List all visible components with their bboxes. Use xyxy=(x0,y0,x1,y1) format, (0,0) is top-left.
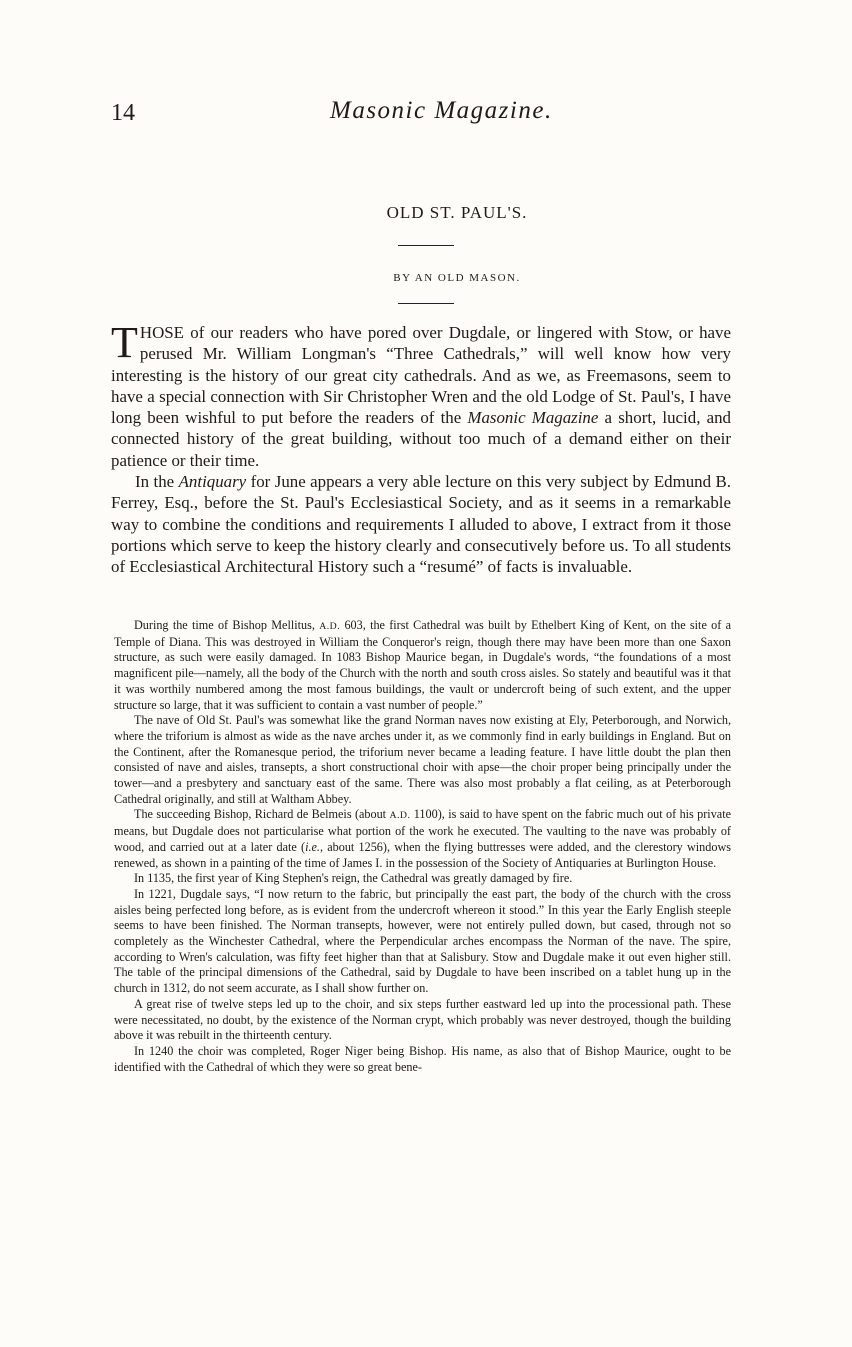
title-divider xyxy=(398,245,454,246)
intro-text xyxy=(111,318,731,578)
article-title: OLD ST. PAUL'S. xyxy=(386,203,528,222)
extract-paragraph: A great rise of twelve steps led up to the choir, and six steps further eastward led up into the processional path. These were necessitated, no doubt, by the existence of the Norman crypt, which probably was never destroyed, though the building above it was rebuilt in the thirteenth century. xyxy=(114,996,731,1043)
extract-paragraph: In 1240 the choir was completed, Roger Niger being Bishop. His name, as also that of Bishop Maurice, ought to be identified with the Cathedral of which they were so great bene- xyxy=(114,1043,731,1074)
extract-paragraph: During the time of Bishop Mellitus, A.D. 603, the first Cathedral was built by Ethelbert King of Kent, on the site of a Temple of Diana. This was destroyed in William the Conqueror's reign, though there may have been more than one Saxon structure, as such were easily damaged. In 1083 Bishop Maurice began, in Dugdale's words, “the foundations of a most magnificent pile—namely, all the body of the Church with the north and south cross aisles. So stately and beautiful was it that it was worthily numbered among the most famous buildings, the vault or undercroft being of such extent, and the upper structure so large, that it was sufficient to contain a vast number of people.” xyxy=(114,618,731,712)
drop-cap: T xyxy=(111,318,138,367)
intro-paragraph: In the Antiquary for June appears a very able lecture on this very subject by Edmund B. Ferrey, Esq., before the St. Paul's Ecclesiastical Society, and as it seems in a remarkable way to combine the conditions and requirements I alluded to above, I extract from it those portions which serve to keep the history clearly and consecutively before us. To all students of Ecclesiastical Architectural History such a “resumé” of facts is invaluable. xyxy=(111,472,731,577)
extract-paragraph: The succeeding Bishop, Richard de Belmeis (about A.D. 1100), is said to have spent on the fabric much out of his private means, but Dugdale does not particularise what portion of the work he executed. The vaulting to the nave was probably of wood, and carried out at a later date (i.e., about 1256), when the flying buttresses were added, and the clerestory windows renewed, as shown in a painting of the time of James I. in the possession of the Society of Antiquaries at Burlington House. xyxy=(114,807,731,870)
running-title: Masonic Magazine. xyxy=(330,97,553,124)
extract-paragraph: The nave of Old St. Paul's was somewhat like the grand Norman naves now existing at Ely, Peterborough, and Norwich, where the triforium is almost as wide as the nave arches under it, as we commonly find in early buildings in England. But on the Continent, after the Romanesque period, the triforium never became a leading feature. I have little doubt the plan then consisted of nave and aisles, transepts, a short constructional choir with apse—the choir proper being principally under the tower—and a presbytery and sanctuary east of the same. There was also most probably a flat ceiling, as at Peterborough Cathedral originally, and still at Waltham Abbey. xyxy=(114,713,731,806)
intro-paragraph: THOSE of our readers who have pored over Dugdale, or lingered with Stow, or have perused Mr. William Longman's “Three Cathedrals,” will well know how very interesting is the history of our great city cathedrals. And as we, as Freemasons, seem to have a special connection with Sir Christopher Wren and the old Lodge of St. Paul's, I have long been wishful to put before the readers of the Masonic Magazine a short, lucid, and connected history of the great building, without too much of a demand either on their patience or their time. xyxy=(111,318,731,470)
extract-paragraph: In 1135, the first year of King Stephen's reign, the Cathedral was greatly damaged by fire. xyxy=(134,871,573,886)
byline-divider xyxy=(398,303,454,304)
extract-paragraph: In 1221, Dugdale says, “I now return to the fabric, but principally the east part, the body of the church with the cross aisles being perfected long before, as is evident from the undercroft whereon it stood.” In this year the Early English steeple seems to have been finished. The Norman transepts, however, were not entirely pulled down, but cased, through not so completely as the Winchester Cathedral, where the Perpendicular arches encompass the Norman of the nave. The spire, according to Wren's calculation, was fifty feet higher than that at Salisbury. Stow and Dugdale make it out even higher still. The table of the principal dimensions of the Cathedral, said by Dugdale to have been inscribed on a tablet hung up in the church in 1312, do not seem accurate, as I shall show further on. xyxy=(114,886,731,996)
quoted-extract xyxy=(114,618,731,1075)
article-byline: BY AN OLD MASON. xyxy=(393,272,521,284)
page-number: 14 xyxy=(111,100,135,126)
